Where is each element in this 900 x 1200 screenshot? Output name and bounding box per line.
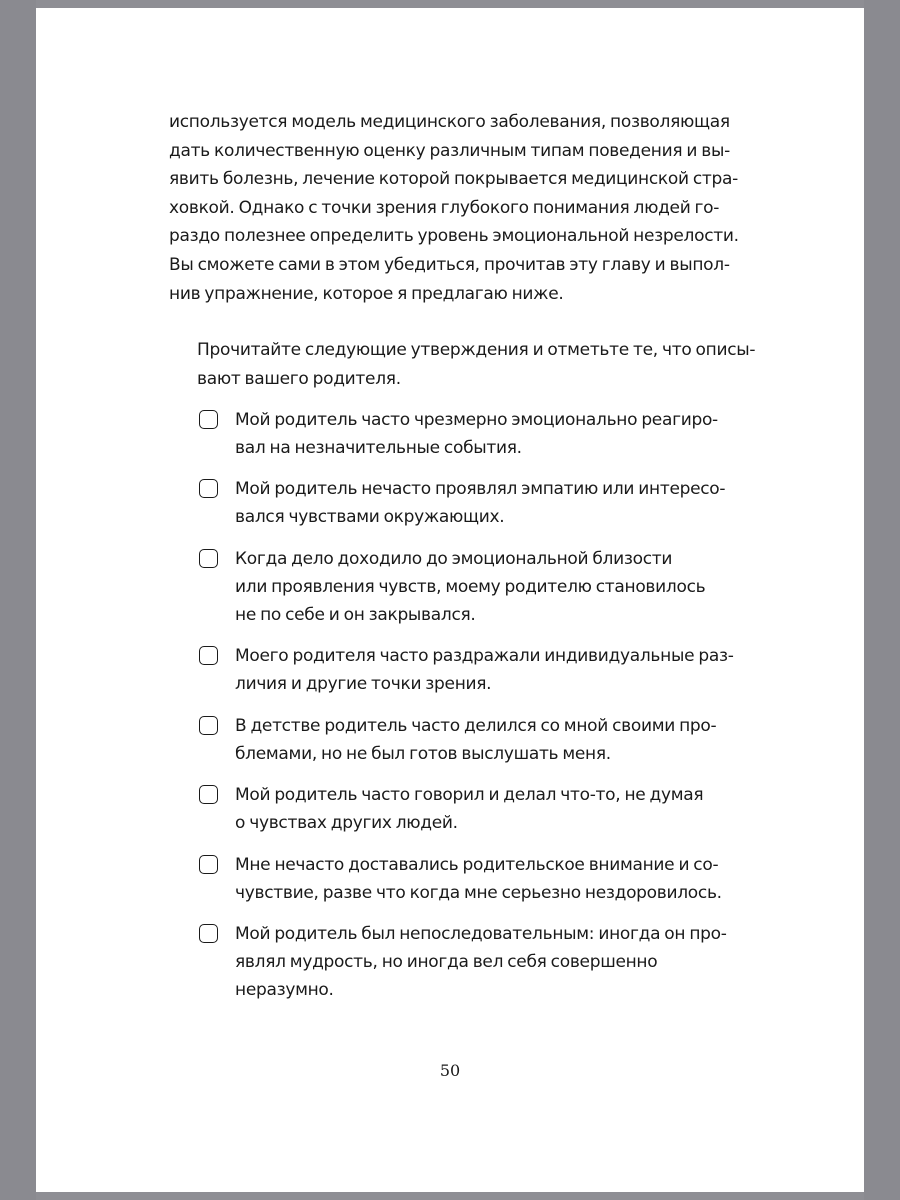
- intro-line: используется модель медицинского заболевания, позволяющая: [169, 112, 730, 132]
- checkbox[interactable]: [199, 716, 218, 735]
- checklist-line: неразумно.: [235, 980, 334, 1000]
- checklist-line: Мой родитель нечасто проявлял эмпатию или интересо-: [235, 479, 726, 499]
- intro-line: ховкой. Однако с точки зрения глубокого понимания людей го-: [169, 197, 720, 218]
- checklist-line: Мой родитель был непоследовательным: иногда он про-: [235, 924, 727, 944]
- intro-line: Вы сможете сами в этом убедиться, прочитав эту главу и выпол-: [169, 254, 730, 275]
- checklist-line: о чувствах других людей.: [235, 813, 458, 833]
- checklist-item-text: [235, 851, 722, 907]
- checklist-line: вал на незначительные события.: [235, 438, 522, 458]
- intro-line: явить болезнь, лечение которой покрывается медицинской стра-: [169, 169, 738, 190]
- exercise-instruction: [197, 336, 797, 394]
- intro-line: нив упражнение, которое я предлагаю ниже.: [169, 283, 564, 304]
- checkbox[interactable]: [199, 479, 218, 498]
- checklist-line: В детстве родитель часто делился со мной своими про-: [235, 716, 717, 736]
- checklist-line: блемами, но не был готов выслушать меня.: [235, 744, 611, 764]
- intro-line: раздо полезнее определить уровень эмоциональной незрелости.: [169, 226, 739, 247]
- checklist-item-text: [235, 475, 725, 531]
- checklist-item-text: [235, 781, 703, 837]
- checkbox[interactable]: [199, 924, 218, 943]
- book-page: [36, 8, 864, 1192]
- checkbox[interactable]: [199, 549, 218, 568]
- checkbox[interactable]: [199, 855, 218, 874]
- checklist-line: Мой родитель часто говорил и делал что-то, не думая: [235, 785, 704, 805]
- viewer-background-left: [0, 0, 36, 1200]
- checklist-line: вался чувствами окружающих.: [235, 507, 505, 527]
- checklist-item-text: [235, 545, 705, 629]
- intro-paragraph: [169, 108, 789, 308]
- checklist-line: личия и другие точки зрения.: [235, 674, 492, 694]
- intro-line: дать количественную оценку различным типам поведения и вы-: [169, 140, 730, 161]
- checklist-line: Когда дело доходило до эмоциональной близости: [235, 549, 673, 569]
- checklist-line: Моего родителя часто раздражали индивидуальные раз-: [235, 646, 734, 666]
- instruction-line: Прочитайте следующие утверждения и отметьте те, что описы-: [197, 340, 756, 360]
- checklist-line: чувствие, разве что когда мне серьезно нездоровилось.: [235, 883, 722, 903]
- checklist-item-text: [235, 712, 716, 768]
- checklist-line: являл мудрость, но иногда вел себя совершенно: [235, 952, 658, 972]
- instruction-line: вают вашего родителя.: [197, 369, 401, 389]
- viewer-background-right: [864, 0, 900, 1200]
- checkbox[interactable]: [199, 646, 218, 665]
- checklist-line: Мой родитель часто чрезмерно эмоционально реагиро-: [235, 410, 718, 430]
- checklist-line: не по себе и он закрывался.: [235, 605, 476, 625]
- checklist-line: Мне нечасто доставались родительское внимание и со-: [235, 855, 719, 875]
- checkbox[interactable]: [199, 410, 218, 429]
- page-number: 50: [439, 1061, 461, 1080]
- checklist-item-text: [235, 642, 734, 698]
- checklist-line: или проявления чувств, моему родителю становилось: [235, 577, 706, 597]
- checklist-item-text: [235, 406, 718, 462]
- checkbox[interactable]: [199, 785, 218, 804]
- checklist-item-text: [235, 920, 727, 1004]
